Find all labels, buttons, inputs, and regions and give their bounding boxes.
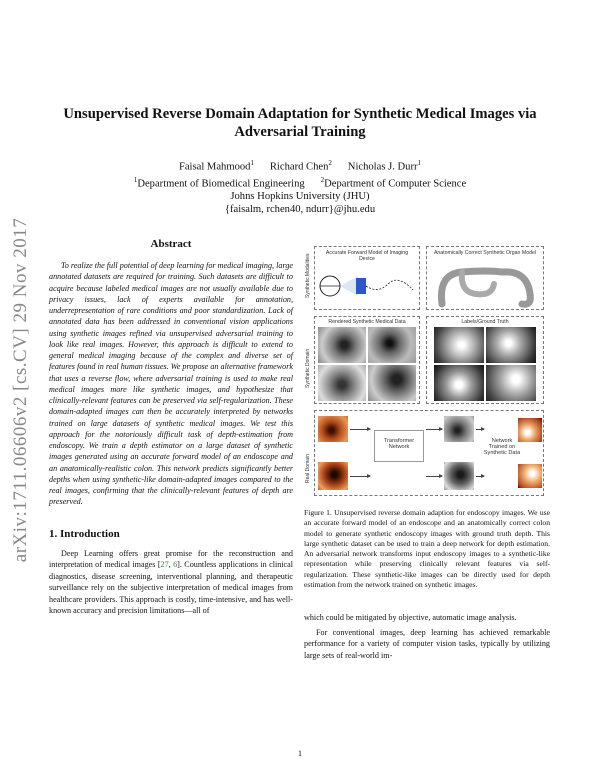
figure-1 (304, 238, 550, 500)
depth-map-image (486, 365, 536, 401)
author-email: {faisalm, rchen40, ndurr}@jhu.edu (224, 204, 376, 216)
abstract-text: To realize the full potential of deep learning for medical imaging, large annotated datasets are required for training. Such datasets are difficult to acquire because labeled medical images are not usually available due to privacy issues, lack of experts available for annotation, underrepresentation of rare conditions and poor standardization. Lack of annotated data has been addressed in conventional vision applications using synthetic images refined via unsupervised adversarial training to look like real images. However, this approach is difficult to extend to general medical imaging because of the complex and diverse set of features found in real human tissues. We propose an alternative framework that uses a reverse flow, where adversarial training is used to make real medical images more like synthetic images, and hypothesize that clinically-relevant features can be preserved via self-regularization. These domain-adapted images can then be accurately interpreted by networks trained on large datasets of synthetic medical images. We test this approach for the notoriously difficult task of depth-estimation from endoscopy. We train a depth estimator on a large dataset of synthetic images generated using an accurate forward model of an endoscope and an anatomically-realistic colon. This network predicts significantly better depths when using synthetic-like domain-adapted images compared to the real images, confirming that the clinically-relevant features of depth are preserved. (49, 261, 293, 507)
arxiv-stamp-text: arXiv:1711.06606v2 [cs.CV] 29 Nov 2017 (10, 217, 31, 563)
organ-model-title: Anatomically Correct Synthetic Organ Model (433, 250, 537, 256)
flow-arrow (476, 476, 484, 477)
citation-link[interactable]: 27 (160, 560, 169, 570)
flow-arrow (350, 476, 370, 477)
right-column-body (304, 612, 550, 664)
left-column (49, 238, 293, 617)
introduction-heading: 1. Introduction (49, 527, 120, 540)
transformer-network-label: Transformer Network (383, 438, 415, 450)
endoscope-illustration (318, 264, 418, 308)
intro-text-a: Deep Learning offers great promise for the reconstruction and interpretation of medical images [ (49, 548, 293, 570)
author-name: Faisal Mahmood (178, 161, 251, 173)
author-name: Richard Chen (269, 161, 329, 173)
flow-arrow (426, 429, 442, 430)
rendered-data-title: Rendered Synthetic Medical Data (328, 319, 406, 325)
affil-sup: 2 (320, 175, 325, 184)
author-sup: 1 (417, 159, 422, 167)
synthetic-image (368, 365, 416, 401)
synthetic-like-image (444, 462, 474, 490)
arxiv-stamp (4, 180, 38, 600)
affiliations (50, 174, 550, 191)
trained-network-label: Network Trained on Synthetic Data (483, 438, 521, 456)
row-label-synthetic-modalities: Synthetic Modalities (305, 253, 311, 298)
predicted-depth-image (518, 464, 542, 488)
real-endoscopy-image (318, 462, 348, 490)
author-sup: 2 (328, 159, 332, 167)
row-label-synthetic-domain: Synthetic Domain (305, 348, 311, 388)
affil-sup: 1 (133, 175, 138, 184)
institution: Johns Hopkins University (JHU) (230, 191, 370, 203)
affiliation: Department of Biomedical Engineering (137, 178, 305, 190)
citation-sep: , (168, 560, 174, 570)
introduction-text (49, 548, 293, 618)
paragraph: For conventional images, deep learning has achieved remarkable performance for a variety of computer vision tasks, typically by utilizing large sets of real-world im- (304, 627, 550, 660)
depth-map-image (434, 365, 484, 401)
author-name: Nicholas J. Durr (347, 161, 418, 173)
colon-model-illustration (432, 264, 538, 308)
depth-labels-title: Labels/Ground Truth (461, 319, 509, 325)
paragraph: which could be mitigated by objective, automatic image analysis. (304, 613, 517, 622)
synthetic-image (318, 327, 366, 363)
flow-arrow (426, 476, 442, 477)
depth-map-image (486, 327, 536, 363)
flow-arrow (350, 429, 370, 430)
depth-map-image (434, 327, 484, 363)
affiliation: Department of Computer Science (324, 178, 467, 190)
synthetic-like-image (444, 416, 474, 442)
forward-model-title: Accurate Forward Model of Imaging Device (325, 250, 409, 262)
author-block (50, 157, 550, 216)
figure-caption: Figure 1. Unsupervised reverse domain adaption for endoscopy images. We use an accurate forward model of an endoscope and an anatomically correct colon model to generate synthetic endoscopy images with ground truth depth. This large synthetic dataset can be used to train a deep network for depth estimation. An adversarial network transforms input endoscopy images to a synthetic-like representation while preserving clinically relevant features via self-regularization. These synthetic-like images can be directly used for depth estimation from the network trained on synthetic images. (304, 508, 550, 590)
synthetic-image (318, 365, 366, 401)
page-number: 1 (297, 748, 303, 758)
author-sup: 1 (250, 159, 254, 167)
flow-arrow (476, 429, 484, 430)
paper-title: Unsupervised Reverse Domain Adaptation for Synthetic Medical Images via Adversarial Training (63, 106, 537, 140)
intro-text-b: ]. Countless applications in clinical diagnostics, disease screening, interventional planning, and therapeutic surveillance rely on the subjective interpretation of medical images from healthcare providers. This approach is costly, time-intensive, and has well-known accuracy and precision limitations—all of (49, 560, 293, 616)
author-names (50, 157, 550, 174)
abstract-heading: Abstract (150, 238, 192, 250)
citation-link[interactable]: 6 (173, 560, 178, 570)
real-endoscopy-image (318, 416, 348, 442)
predicted-depth-image (518, 418, 542, 442)
right-column (304, 238, 550, 590)
row-label-real-domain: Real Domain (305, 454, 311, 483)
synthetic-image (368, 327, 416, 363)
